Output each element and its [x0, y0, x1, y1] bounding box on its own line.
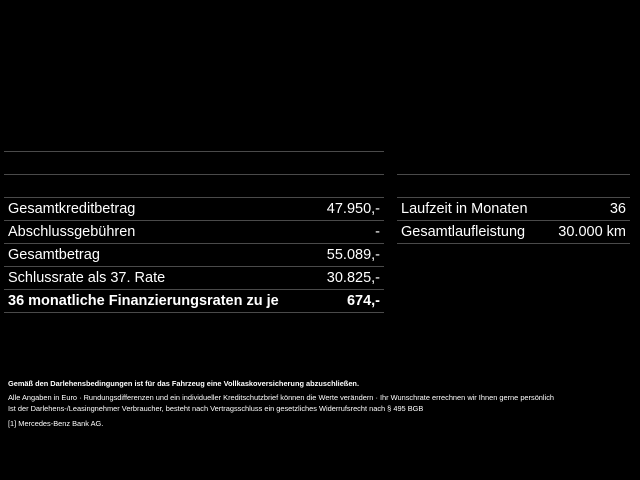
finance-row-label: Abschlussgebühren: [8, 224, 136, 240]
finance-row-value: 55.089,-: [326, 247, 380, 263]
term-row-label: Gesamtlaufleistung: [401, 224, 526, 240]
disclaimer-line-2: Ist der Darlehens-/Leasingnehmer Verbraucher, besteht nach Vertragsschluss ein gesetzliches Widerrufsrecht nach § 495 BGB: [8, 404, 424, 413]
finance-row-label: Gesamtkreditbetrag: [8, 201, 136, 217]
finance-row-abschlussgebuehren: [4, 220, 384, 243]
disclaimer-line-1: Alle Angaben in Euro · Rundungsdifferenzen und ein individueller Kreditschutzbrief können die Werte verändern · Ihr Wunschrate errechnen wir Ihnen gerne persönlich: [8, 393, 555, 402]
divider-top-left: [4, 151, 384, 152]
finance-row-monatliche-rate: [4, 289, 384, 313]
finance-row-value: 30.825,-: [326, 270, 380, 286]
term-row-value: 36: [609, 201, 626, 217]
finance-row-value: 47.950,-: [326, 201, 380, 217]
term-row-value: 30.000 km: [558, 224, 626, 240]
footnote-marker: [1]: [8, 419, 17, 428]
finance-table: [4, 197, 384, 313]
insurance-note: Gemäß den Darlehensbedingungen ist für das Fahrzeug eine Vollkaskoversicherung abzuschließen.: [8, 379, 360, 388]
finance-row-label: 36 monatliche Finanzierungsraten zu je: [8, 293, 279, 309]
divider-mid-right: [397, 174, 630, 175]
finance-row-schlussrate: [4, 266, 384, 289]
finance-row-label: Schlussrate als 37. Rate: [8, 270, 166, 286]
finance-row-value: -: [375, 224, 380, 240]
footnote: [8, 419, 632, 429]
term-row-laufzeit: [397, 197, 630, 220]
finance-row-gesamtkreditbetrag: [4, 197, 384, 220]
term-row-laufleistung: [397, 220, 630, 244]
footnote-text: Mercedes-Benz Bank AG.: [18, 419, 104, 428]
finance-row-value: 674,-: [346, 293, 380, 309]
finance-row-gesamtbetrag: [4, 243, 384, 266]
term-table: [397, 197, 630, 244]
term-row-label: Laufzeit in Monaten: [401, 201, 528, 217]
finance-row-label: Gesamtbetrag: [8, 247, 100, 263]
divider-mid-left: [4, 174, 384, 175]
